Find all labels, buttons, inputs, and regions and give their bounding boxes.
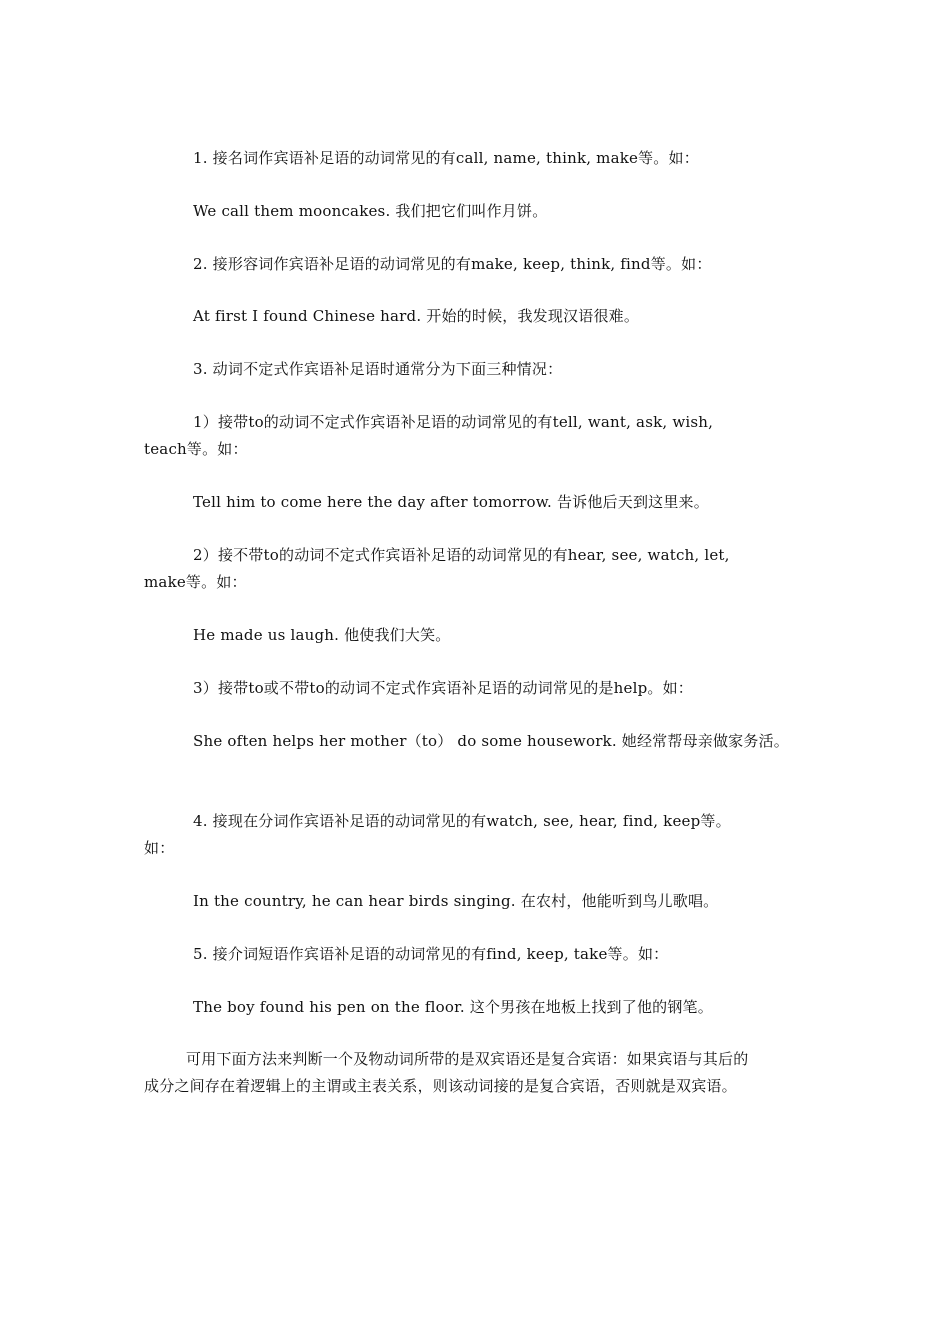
- rule-3-3-heading: 3）接带to或不带to的动词不定式作宾语补足语的动词常见的是help。如：: [193, 679, 694, 697]
- rule-3-3-example: She often helps her mother（to） do some housework. 她经常帮母亲做家务活。: [193, 732, 789, 750]
- rule-3-heading: 3. 动词不定式作宾语补足语时通常分为下面三种情况：: [193, 360, 563, 378]
- rule-3-2-example: He made us laugh. 他使我们大笑。: [193, 626, 451, 644]
- summary-paragraph-line-1: 可用下面方法来判断一个及物动词所带的是双宾语还是复合宾语：如果宾语与其后的: [186, 1050, 749, 1068]
- summary-paragraph-line-2: 成分之间存在着逻辑上的主谓或主表关系，则该动词接的是复合宾语，否则就是双宾语。: [144, 1077, 737, 1095]
- rule-3-2-heading-line-1: 2）接不带to的动词不定式作宾语补足语的动词常见的有hear, see, watch, let,: [193, 546, 730, 564]
- rule-3-1-example: Tell him to come here the day after tomorrow. 告诉他后天到这里来。: [193, 493, 709, 511]
- rule-4-heading-line-2: 如：: [144, 839, 175, 857]
- rule-1-heading: 1. 接名词作宾语补足语的动词常见的有call, name, think, make等。如：: [193, 149, 699, 167]
- rule-4-heading-line-1: 4. 接现在分词作宾语补足语的动词常见的有watch, see, hear, find, keep等。: [193, 812, 731, 830]
- rule-4-example: In the country, he can hear birds singing. 在农村，他能听到鸟儿歌唱。: [193, 892, 719, 910]
- rule-1-example: We call them mooncakes. 我们把它们叫作月饼。: [193, 202, 548, 220]
- rule-2-heading: 2. 接形容词作宾语补足语的动词常见的有make, keep, think, find等。如：: [193, 255, 712, 273]
- rule-2-example: At first I found Chinese hard. 开始的时候，我发现汉语很难。: [193, 307, 640, 325]
- rule-3-1-heading-line-2: teach等。如：: [144, 440, 248, 458]
- rule-3-1-heading-line-1: 1）接带to的动词不定式作宾语补足语的动词常见的有tell, want, ask, wish,: [193, 413, 714, 431]
- rule-5-example: The boy found his pen on the floor. 这个男孩在地板上找到了他的钢笔。: [193, 998, 713, 1016]
- rule-3-2-heading-line-2: make等。如：: [144, 573, 247, 591]
- rule-5-heading: 5. 接介词短语作宾语补足语的动词常见的有find, keep, take等。如：: [193, 945, 669, 963]
